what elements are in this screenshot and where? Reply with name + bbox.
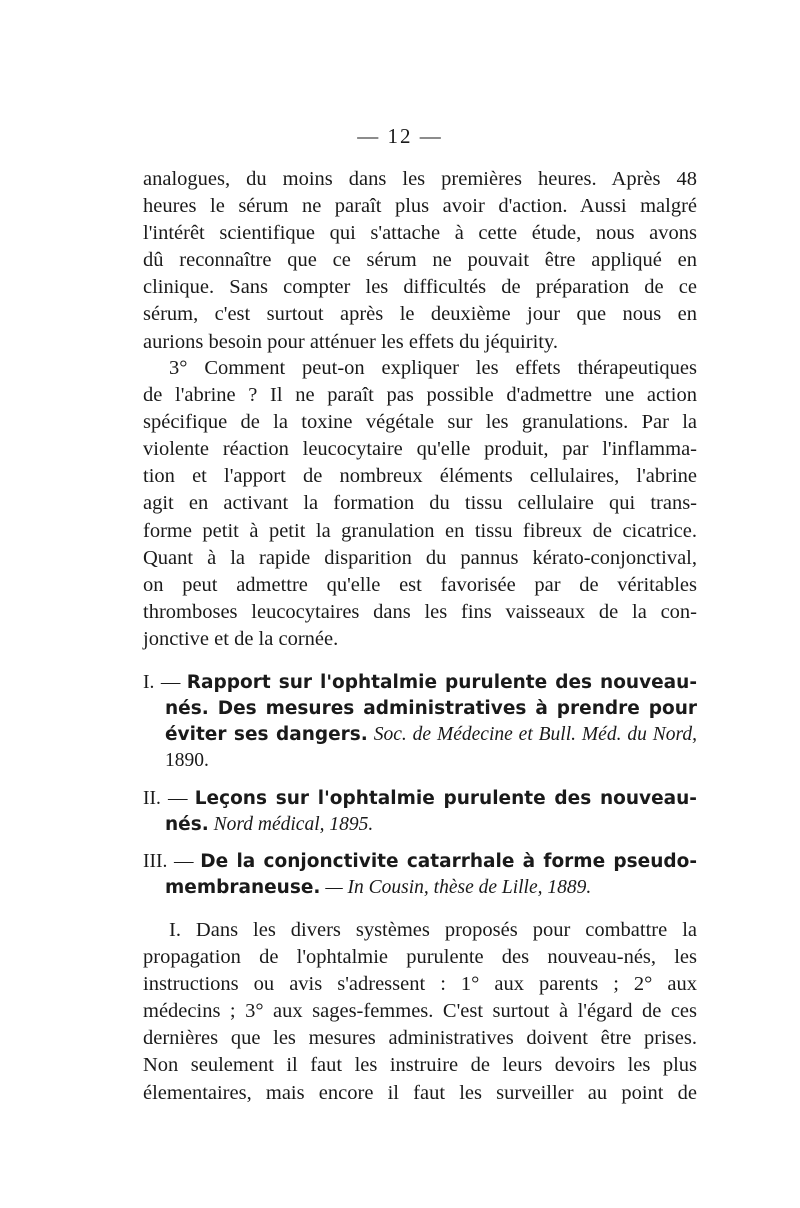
text-line: dernières que les mesures administratives doivent être prises. xyxy=(143,1027,697,1050)
reference-item xyxy=(143,849,697,901)
text-line: violente réaction leucocytaire qu'elle produit, par l'inflamma- xyxy=(143,438,697,461)
reference-item xyxy=(143,786,697,838)
text-line: aurions besoin pour atténuer les effets du jéquirity. xyxy=(143,330,559,353)
text-line: de l'abrine ? Il ne paraît pas possible d'admettre une action xyxy=(143,384,697,407)
reference-source: — In Cousin, thèse de Lille, 1889. xyxy=(325,877,592,898)
reference-title: nés. xyxy=(165,814,209,835)
paragraph-ophtalmie-propagation xyxy=(143,917,697,1107)
reference-numeral: I. — xyxy=(143,672,181,693)
reference-numeral: II. — xyxy=(143,788,188,809)
reference-source: Nord médical, 1895. xyxy=(213,814,374,835)
reference-numeral: III. — xyxy=(143,851,194,872)
reference-title: éviter ses dangers. xyxy=(165,724,368,745)
text-line: Non seulement il faut les instruire de leurs devoirs les plus xyxy=(143,1054,697,1077)
text-line: analogues, du moins dans les premières heures. Après 48 xyxy=(143,168,697,190)
paragraph-continuation xyxy=(143,166,697,356)
text-line: agit en activant la formation du tissu cellulaire qui trans- xyxy=(143,492,697,515)
text-line: spécifique de la toxine végétale sur les granulations. Par la xyxy=(143,411,697,434)
text-line: propagation de l'ophtalmie purulente des nouveau-nés, les xyxy=(143,946,697,969)
text-line: 3° Comment peut-on expliquer les effets thérapeutiques xyxy=(169,357,697,379)
text-line: instructions ou avis s'adressent : 1° aux parents ; 2° aux xyxy=(143,973,697,996)
text-line: dû reconnaître que ce sérum ne pouvait être appliqué en xyxy=(143,249,697,272)
text-line: thromboses leucocytaires dans les fins vaisseaux de la con- xyxy=(143,600,697,623)
reference-year: 1890. xyxy=(165,750,209,771)
reference-title: membraneuse. xyxy=(165,877,321,898)
reference-title: De la conjonctivite catarrhale à forme pseudo- xyxy=(200,851,698,872)
reference-title: nés. Des mesures administratives à prendre pour xyxy=(165,698,697,719)
text-line: Quant à la rapide disparition du pannus kérato-conjonctival, xyxy=(143,546,697,569)
reference-source: Soc. de Médecine et Bull. Méd. du Nord, xyxy=(373,724,697,745)
text-line: tion et l'apport de nombreux éléments cellulaires, l'abrine xyxy=(143,465,697,488)
text-line: clinique. Sans compter les difficultés de préparation de ce xyxy=(143,276,697,299)
text-line: élementaires, mais encore il faut les surveiller au point de xyxy=(143,1081,697,1104)
paragraph-abrine-effects xyxy=(143,355,697,653)
reference-item xyxy=(143,670,697,774)
text-line: heures le sérum ne paraît plus avoir d'action. Aussi malgré xyxy=(143,195,697,218)
page-number: — 12 — xyxy=(357,124,443,148)
text-line: I. Dans les divers systèmes proposés pour combattre la xyxy=(169,919,697,941)
text-line: l'intérêt scientifique qui s'attache à cette étude, nous avons xyxy=(143,222,697,245)
text-line: médecins ; 3° aux sages-femmes. C'est surtout à l'égard de ces xyxy=(143,1000,697,1023)
text-line: on peut admettre qu'elle est favorisée par de véritables xyxy=(143,573,697,596)
reference-title: Rapport sur l'ophtalmie purulente des nouveau- xyxy=(186,672,698,693)
text-line: jonctive et de la cornée. xyxy=(143,627,339,650)
text-line: sérum, c'est surtout après le deuxième jour que nous en xyxy=(143,303,697,326)
reference-title: Leçons sur l'ophtalmie purulente des nouveau- xyxy=(194,788,697,809)
text-line: forme petit à petit la granulation en tissu fibreux de cicatrice. xyxy=(143,519,697,542)
